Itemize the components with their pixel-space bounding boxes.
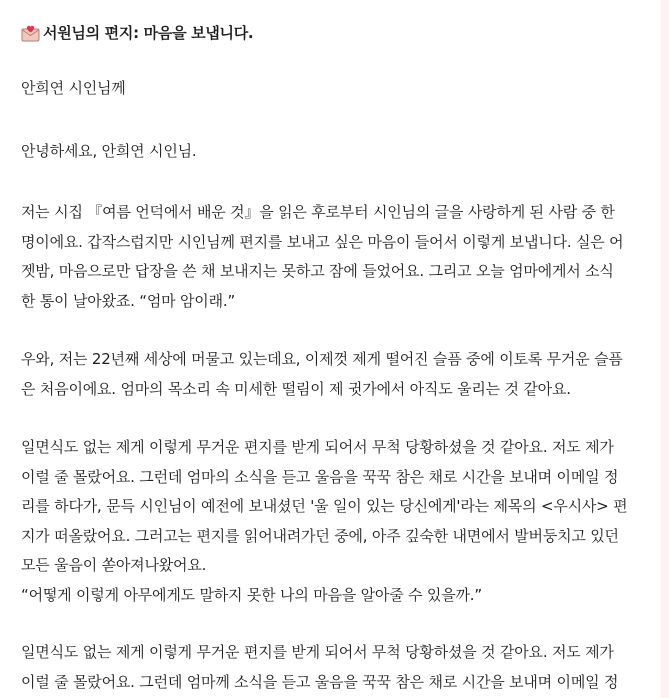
- paragraph-line: 저는 시집 『여름 언덕에서 배운 것』을 읽은 후로부터 시인님의 글을 사랑하게 된 사람 중 한: [21, 203, 615, 221]
- paragraph-3: [21, 433, 657, 610]
- paragraph-2: [21, 345, 657, 404]
- salutation: [21, 74, 657, 104]
- paragraph-line: 한 통이 날아왔죠. “엄마 암이래.”: [21, 291, 236, 310]
- paragraph-line: 은 처음이에요. 엄마의 목소리 속 미세한 떨림이 제 귓가에서 아직도 울리는 것 같아요.: [21, 379, 571, 398]
- envelope-with-heart-icon: [21, 23, 40, 42]
- paragraph-line: 지가 떠올랐어요. 그러고는 편지를 읽어내려가던 중에, 아주 깊숙한 내면에서 발버둥치고 있던: [21, 526, 619, 545]
- paragraph-line: 이럴 줄 몰랐어요. 그런데 엄마께 소식을 듣고 울음을 꾹꾹 참은 채로 시간을 보내며 이메일 정: [21, 672, 619, 691]
- paragraph-line: 우와, 저는 22년째 세상에 머물고 있는데요, 이제껏 제게 떨어진 슬픔 중에 이토록 무거운 슬픔: [21, 350, 623, 368]
- paragraph-4: [21, 638, 657, 697]
- paragraph-line: 명이에요. 갑작스럽지만 시인님께 편지를 보내고 싶은 마음이 들어서 이렇게 보냅니다. 실은 어: [21, 232, 624, 251]
- paragraph-line: 리를 하다가, 문득 시인님이 예전에 보내셨던 '울 일이 있는 당신에게'라는 제목의 <우시사> 편: [21, 497, 628, 515]
- letter-title-row: [21, 21, 253, 43]
- letter-title: 서원님의 편지: 마음을 보냅니다.: [43, 23, 254, 42]
- salutation-text: 안희연 시인님께: [21, 79, 126, 97]
- paragraph-line: 일면식도 없는 제게 이렇게 무거운 편지를 받게 되어서 무척 당황하셨을 것 같아요. 저도 제가: [21, 438, 614, 456]
- quote-line: “어떻게 이렇게 아무에게도 말하지 못한 나의 마음을 알아줄 수 있을까.”: [21, 585, 482, 604]
- paragraph-line: 일면식도 없는 제게 이렇게 무거운 편지를 받게 되어서 무척 당황하셨을 것 같아요. 저도 제가: [21, 643, 614, 661]
- greeting-text: 안녕하세요, 안희연 시인님.: [21, 142, 197, 160]
- paragraph-1: [21, 198, 657, 316]
- greeting: [21, 137, 657, 167]
- paragraph-line: 이럴 줄 몰랐어요. 그런데 엄마의 소식을 듣고 울음을 꾹꾹 참은 채로 시간을 보내며 이메일 정: [21, 467, 619, 486]
- paragraph-line: 젯밤, 마음으로만 답장을 쓴 채 보내지는 못하고 잠에 들었어요. 그리고 오늘 엄마에게서 소식: [21, 262, 614, 280]
- paragraph-line: 모든 울음이 쏟아져나왔어요.: [21, 556, 207, 574]
